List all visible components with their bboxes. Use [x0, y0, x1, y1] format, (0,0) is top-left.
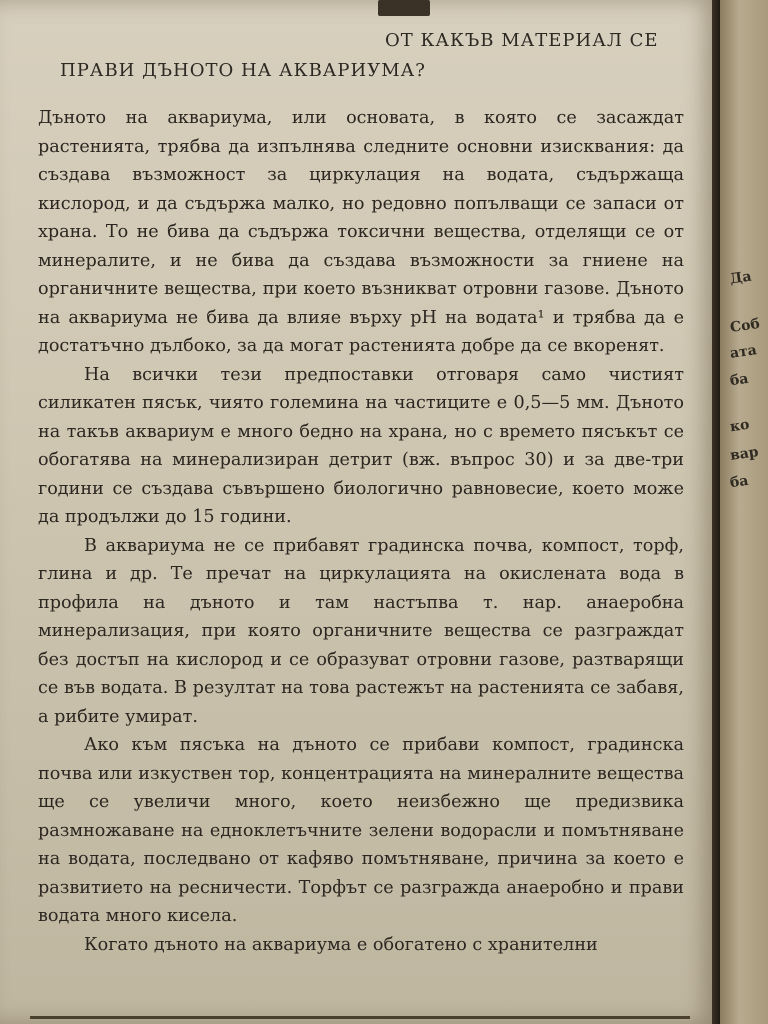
body-text	[38, 104, 684, 959]
paragraph-5: Когато дъното на аквариума е обогатено с хранителни	[84, 934, 598, 955]
paragraph-3: В аквариума не се прибавят градинска почва, компост, торф, глина и др. Те пречат на циркулацията на окислената вода в профила на дъното и там настъпва т. нар. анаеробна минерализация, при която органичните вещества се разграждат без достъп на кислород и се образуват отровни газове, разтварящи се във водата. В резултат на това растежът на растенията се забавя, а рибите умират.	[38, 535, 684, 727]
adjacent-page-text: вар	[729, 444, 760, 464]
adjacent-page-text: ба	[728, 472, 750, 492]
adjacent-page-text: ба	[728, 370, 750, 390]
adjacent-page-text: ко	[728, 416, 751, 436]
adjacent-page-text: Да	[728, 268, 753, 288]
adjacent-page-text: Соб	[729, 316, 761, 336]
adjacent-page-text: ата	[729, 342, 758, 362]
paragraph-4: Ако към пясъка на дъното се прибави компост, градинска почва или изкуствен тор, концентрацията на минералните вещества ще се увеличи много, което неизбежно ще предизвика размножаване на едноклетъчните зелени водорасли и помътняване на водата, последвано от кафяво помътняване, причина за което е развитието на ресничести. Торфът се разгражда анаеробно и прави водата много кисела.	[38, 735, 684, 926]
question-number-mark	[378, 0, 430, 16]
adjacent-page-edge	[720, 0, 768, 1024]
heading-line-1: ОТ КАКЪВ МАТЕРИАЛ СЕ	[385, 30, 659, 51]
paragraph-2: На всички тези предпоставки отговаря само чистият силикатен пясък, чиято големина на частиците е 0,5—5 мм. Дъното на такъв аквариум е много бедно на храна, но с времето пясъкът се обогатява на минерализиран детрит (вж. въпрос 30) и за две-три години се създава съвършено биологично равновесие, което може да продължи до 15 години.	[38, 364, 684, 527]
page-bottom-edge	[30, 1016, 690, 1019]
heading-line-2: ПРАВИ ДЪНОТО НА АКВАРИУМА?	[60, 60, 426, 81]
book-gutter	[712, 0, 720, 1024]
paragraph-1: Дъното на аквариума, или основата, в която се засаждат растенията, трябва да изпълнява следните основни изисквания: да създава възможност за циркулация на водата, съдържаща кислород, и да съдържа малко, но редовно попълващи се запаси от храна. То не бива да съдържа токсични вещества, отделящи се от минералите, и не бива да създава възможности за гниене на органичните вещества, при което възникват отровни газове. Дъното на аквариума не бива да влияе върху pH на водата¹ и трябва да е достатъчно дълбоко, за да могат растенията добре да се вкоренят.	[38, 108, 684, 356]
